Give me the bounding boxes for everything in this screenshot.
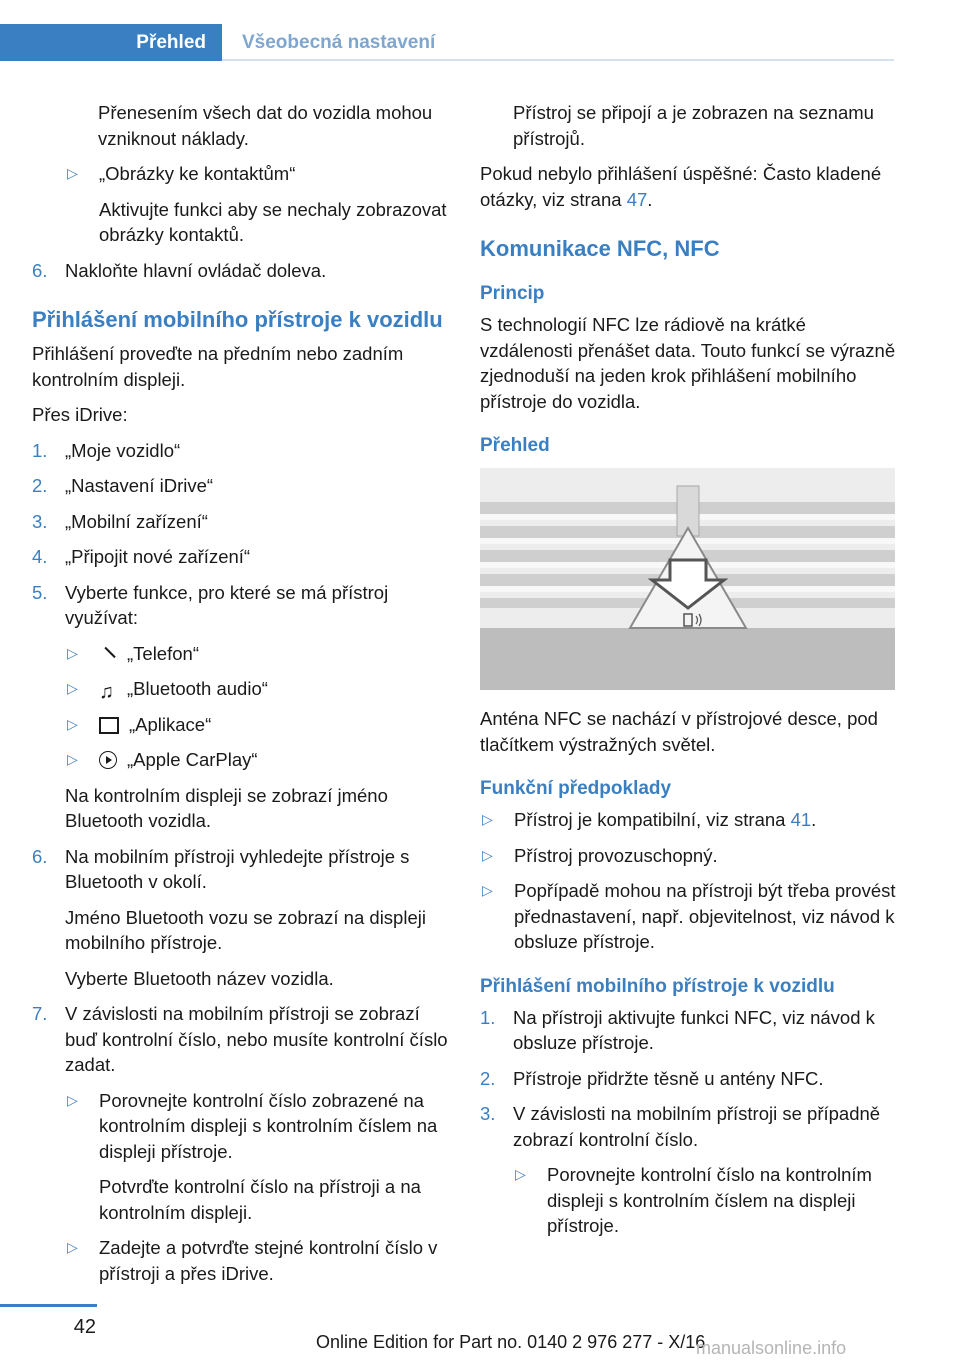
step-item xyxy=(32,1001,452,1078)
subsection-title-login-nfc: Přihlášení mobilního přístroje k vozidlu xyxy=(480,975,835,997)
bullet-triangle-icon: ▷ xyxy=(67,680,78,696)
function-bluetooth-audio xyxy=(65,676,452,702)
bullet-triangle-icon: ▷ xyxy=(482,811,493,827)
bullet-triangle-icon: ▷ xyxy=(67,1239,78,1255)
step-text: Na mobilním přístroji vyhledejte přístroje s Bluetooth v okolí. xyxy=(65,845,410,892)
fail-text: Pokud nebylo přihlášení úspěšné: Často kladené otázky, viz strana xyxy=(480,163,882,210)
bullet-text: Porovnejte kontrolní číslo na kontrolním displeji s kontrolním číslem na displeji přístroje. xyxy=(547,1164,872,1236)
fail-note: Pokud nebylo přihlášení úspěšné: Často kladené otázky, viz strana 47. xyxy=(480,163,882,210)
antenna-text: Anténa NFC se nachází v přístrojové desce, pod tlačítkem výstražných světel. xyxy=(480,708,878,755)
bullet-compare-nfc xyxy=(513,1162,900,1239)
step-item xyxy=(32,258,452,284)
step5-note: Na kontrolním displeji se zobrazí jméno Bluetooth vozidla. xyxy=(65,784,388,831)
step-text: Vyberte funkce, pro které se má přístroj využívat: xyxy=(65,581,389,628)
bullet-contact-pictures xyxy=(65,161,452,248)
carplay-icon xyxy=(99,751,117,769)
step-body xyxy=(65,844,452,992)
step-text: „Mobilní zařízení“ xyxy=(65,510,208,532)
bullet-body xyxy=(99,161,452,248)
principle-text: S technologií NFC lze rádiově na krátké vzdálenosti přenášet data. Touto funkcí se výrazně zjednoduší na jeden krok přihlášení mobilního přístroje do vozidla. xyxy=(480,314,896,412)
right-column xyxy=(480,100,900,1249)
step-text: V závislosti na mobilním přístroji se případně zobrazí kontrolní číslo. xyxy=(513,1103,881,1150)
bullet-enter xyxy=(65,1235,452,1286)
bullet-text: Porovnejte kontrolní číslo zobrazené na kontrolním displeji s kontrolním číslem na displeji přístroje. xyxy=(99,1089,438,1162)
tab-prehled[interactable] xyxy=(0,24,222,61)
step-number: 6. xyxy=(32,259,48,281)
bullet-triangle-icon: ▷ xyxy=(67,165,78,181)
subsection-title-prehled: Přehled xyxy=(480,435,550,456)
section-title-login: Přihlášení mobilního přístroje k vozidlu xyxy=(32,307,443,332)
login-intro: Přihlášení proveďte na předním nebo zadním kontrolním displeji. xyxy=(32,343,404,390)
function-label: „Bluetooth audio“ xyxy=(127,678,268,699)
step-item xyxy=(480,1101,900,1152)
step-item xyxy=(32,544,452,570)
bullet-compare xyxy=(65,1088,452,1226)
continued-text: Přístroj se připojí a je zobrazen na seznamu přístrojů. xyxy=(513,102,874,149)
step-item xyxy=(480,1066,900,1092)
watermark: manualsonline.info xyxy=(696,1338,847,1358)
left-column xyxy=(32,100,452,1296)
page-number: 42 xyxy=(73,1316,96,1338)
step-item xyxy=(32,509,452,535)
bullet-text: Zadejte a potvrďte stejné kontrolní číslo v přístroji a přes iDrive. xyxy=(99,1237,438,1284)
bullet-triangle-icon: ▷ xyxy=(67,644,78,661)
bullet-label: „Obrázky ke kontaktům“ xyxy=(99,163,296,184)
page-header xyxy=(0,0,960,61)
step-item xyxy=(32,438,452,464)
step-text: Přístroje přidržte těsně u antény NFC. xyxy=(513,1067,824,1089)
function-carplay xyxy=(65,747,452,773)
step-text: V závislosti na mobilním přístroji se zobrazí buď kontrolní číslo, nebo musíte kontrolní číslo zadat. xyxy=(65,1003,448,1075)
step-text: Vyberte Bluetooth název vozidla. xyxy=(65,967,334,989)
step-text: „Nastavení iDrive“ xyxy=(65,475,214,496)
via-idrive: Přes iDrive: xyxy=(32,404,128,425)
subsection-title-princip: Princip xyxy=(480,283,545,304)
tab-vseobecna-nastaveni[interactable] xyxy=(222,24,894,61)
bullet-triangle-icon: ▷ xyxy=(67,1091,78,1108)
step-text: „Moje vozidlo“ xyxy=(65,439,181,461)
function-label: „Aplikace“ xyxy=(129,713,212,735)
footer-edition: Online Edition for Part no. 0140 2 976 277 - X/16 xyxy=(316,1332,706,1352)
step-text: Na přístroji aktivujte funkci NFC, viz návod k obsluze přístroje. xyxy=(513,1006,875,1053)
step-text: „Připojit nové zařízení“ xyxy=(65,546,251,567)
bullet-triangle-icon: ▷ xyxy=(482,882,493,898)
footer-rule xyxy=(0,1304,97,1307)
page-link-47[interactable]: 47 xyxy=(626,188,648,210)
apps-icon xyxy=(99,717,119,734)
step-number: 6. xyxy=(32,845,48,867)
step-number: 3. xyxy=(32,510,48,532)
requirement-text: Popřípadě mohou na přístroji být třeba provést přednastavení, např. objevitelnost, viz návod k obsluze přístroje. xyxy=(514,880,896,952)
step-number: 3. xyxy=(480,1103,496,1124)
tab-prehled-label: Přehled xyxy=(136,31,206,53)
step-text: Nakloňte hlavní ovládač doleva. xyxy=(65,259,327,281)
step-item xyxy=(32,580,452,631)
step-text: Jméno Bluetooth vozu se zobrazí na displeji mobilního přístroje. xyxy=(65,906,426,953)
bullet-text: Potvrďte kontrolní číslo na přístroji a na kontrolním displeji. xyxy=(99,1176,421,1223)
subsection-title-predpoklady: Funkční předpoklady xyxy=(480,778,672,799)
requirement-item xyxy=(480,878,900,955)
tab-vseobecna-nastaveni-label: Všeobecná nastavení xyxy=(242,31,436,53)
requirement-text: Přístroj provozuschopný. xyxy=(514,844,718,866)
music-note-icon: ♫ xyxy=(99,681,114,703)
requirement-text: Přístroj je kompatibilní, viz strana xyxy=(514,809,786,830)
bullet-text: Aktivujte funkci aby se nechaly zobrazovat obrázky kontaktů. xyxy=(99,198,447,245)
function-aplikace xyxy=(65,712,452,738)
bullet-triangle-icon: ▷ xyxy=(515,1166,526,1182)
function-label: „Telefon“ xyxy=(127,642,199,664)
function-telefon xyxy=(65,641,452,667)
step-number: 2. xyxy=(480,1067,496,1089)
requirement-item xyxy=(480,843,900,869)
step-number: 5. xyxy=(32,581,48,603)
function-label: „Apple CarPlay“ xyxy=(127,749,258,770)
step-item xyxy=(32,844,452,992)
bullet-body xyxy=(99,1088,452,1226)
phone-icon xyxy=(99,645,117,663)
bullet-triangle-icon: ▷ xyxy=(482,846,493,863)
header-rule xyxy=(222,59,894,61)
step-number: 7. xyxy=(32,1003,48,1024)
step-item xyxy=(480,1005,900,1056)
step-number: 2. xyxy=(32,475,48,496)
page-link-41[interactable]: 41 xyxy=(790,809,812,830)
continued-text: Přenesením všech dat do vozidla mohou vzniknout náklady. xyxy=(98,102,433,149)
nfc-antenna-illustration xyxy=(480,468,895,690)
requirement-item: ▷ Přístroj je kompatibilní, viz strana 41. xyxy=(480,807,900,833)
bullet-triangle-icon: ▷ xyxy=(67,751,78,767)
step-number: 1. xyxy=(32,439,48,461)
step-item xyxy=(32,473,452,499)
step-number: 4. xyxy=(32,546,48,567)
step-number: 1. xyxy=(480,1006,496,1028)
section-title-nfc: Komunikace NFC, NFC xyxy=(480,236,720,261)
bullet-triangle-icon: ▷ xyxy=(67,715,78,732)
